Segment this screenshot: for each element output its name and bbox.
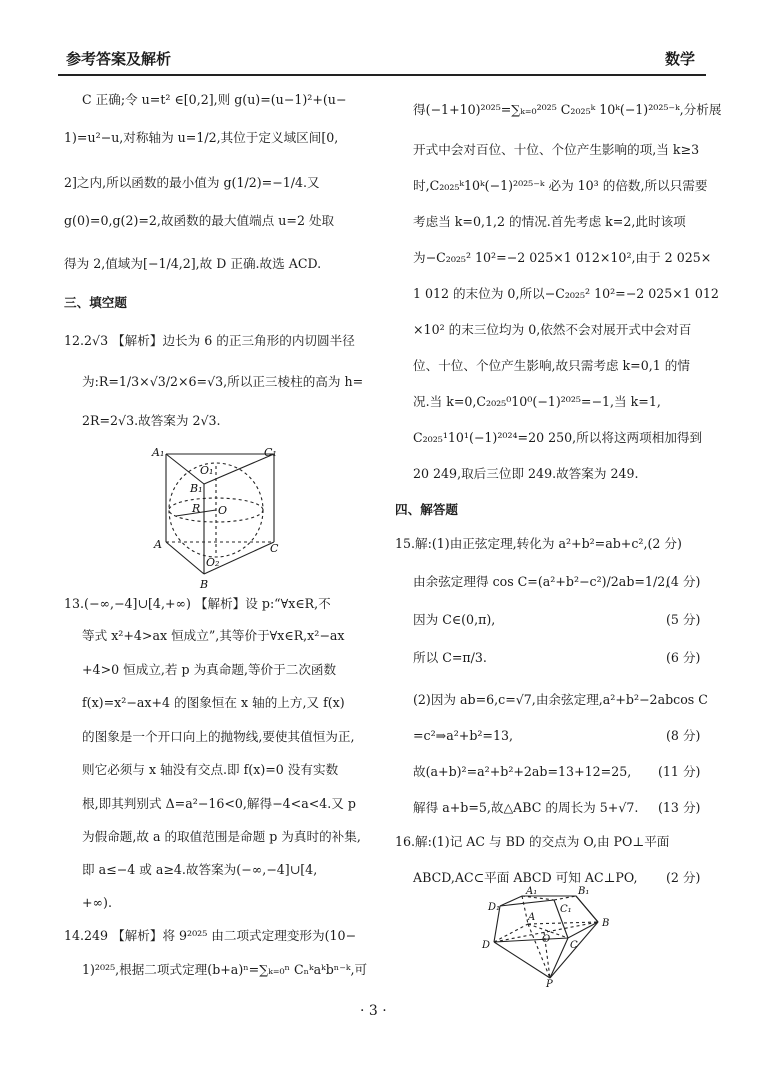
score-mark: (5 分)	[666, 612, 701, 627]
right-line: 开式中会对百位、十位、个位产生影响的项,当 k≥3	[413, 142, 700, 157]
prism-sphere-figure	[148, 444, 296, 592]
page-number: · 3 ·	[360, 1003, 387, 1019]
label-B: B	[602, 918, 610, 929]
label-A1: A₁	[526, 886, 538, 897]
right-line: 1 012 的末位为 0,所以−C₂₀₂₅² 10²=−2 025×1 012	[413, 286, 719, 301]
right-line: (2)因为 ab=6,c=√7,由余弦定理,a²+b²−2abcos C	[413, 692, 708, 707]
score-mark: (13 分)	[658, 800, 701, 815]
right-line: C₂₀₂₅¹10¹(−1)²⁰²⁴=20 250,所以将这两项相加得到	[413, 430, 703, 445]
right-line: 位、十位、个位产生影响,故只需考虑 k=0,1 的情	[413, 358, 690, 373]
left-line: 根,即其判别式 Δ=a²−16<0,解得−4<a<4.又 p	[82, 796, 356, 811]
polyhedron-figure	[478, 886, 628, 988]
label-B1: B₁	[190, 482, 203, 495]
right-line: 得(−1+10)²⁰²⁵=∑ₖ₌₀²⁰²⁵ C₂₀₂₅ᵏ 10ᵏ(−1)²⁰²⁵⁻ᵏ,分析展	[413, 102, 722, 117]
score-mark: (11 分)	[658, 764, 701, 779]
right-line: 故(a+b)²=a²+b²+2ab=13+12=25,	[413, 764, 632, 779]
left-line: C 正确;令 u=t² ∈[0,2],则 g(u)=(u−1)²+(u−	[82, 92, 347, 107]
label-B1: B₁	[578, 886, 590, 897]
score-mark: (8 分)	[666, 728, 701, 743]
right-line: ABCD,AC⊂平面 ABCD 可知 AC⊥PO,	[413, 870, 638, 885]
label-O: O	[542, 934, 551, 945]
score-mark: (2 分)	[666, 870, 701, 885]
right-line: 16.解:(1)记 AC 与 BD 的交点为 O,由 PO⊥平面	[395, 834, 670, 849]
left-line: 的图象是一个开口向上的抛物线,要使其值恒为正,	[82, 729, 355, 744]
left-line: 为假命题,故 a 的取值范围是命题 p 为真时的补集,	[82, 829, 361, 844]
label-C: C	[570, 940, 578, 951]
right-line: 由余弦定理得 cos C=(a²+b²−c²)/2ab=1/2,	[413, 574, 670, 589]
section-heading-answers: 四、解答题	[395, 502, 458, 517]
right-line: 所以 C=π/3.	[413, 650, 487, 665]
left-line: 则它必须与 x 轴没有交点.即 f(x)=0 没有实数	[82, 762, 339, 777]
label-C1: C₁	[560, 904, 572, 915]
left-line: 1)=u²−u,对称轴为 u=1/2,其位于定义域区间[0,	[64, 130, 339, 145]
label-O2: O₂	[206, 556, 220, 569]
right-line: 考虑当 k=0,1,2 的情况.首先考虑 k=2,此时该项	[413, 214, 686, 229]
label-O1: O₁	[200, 464, 214, 477]
left-line: 为:R=1/3×√3/2×6=√3,所以正三棱柱的高为 h=	[82, 374, 364, 389]
left-line: 即 a≤−4 或 a≥4.故答案为(−∞,−4]∪[4,	[82, 862, 318, 877]
left-line: 12.2√3 【解析】边长为 6 的正三角形的内切圆半径	[64, 333, 355, 348]
right-line: 解得 a+b=5,故△ABC 的周长为 5+√7.	[413, 800, 639, 815]
label-A1: A₁	[152, 446, 165, 459]
header-left-title: 参考答案及解析	[66, 50, 172, 68]
left-line: 等式 x²+4>ax 恒成立”,其等价于∀x∈R,x²−ax	[82, 628, 345, 643]
label-D1: D₁	[488, 902, 501, 913]
left-line: +∞).	[82, 895, 112, 910]
right-line: 况.当 k=0,C₂₀₂₅⁰10⁰(−1)²⁰²⁵=−1,当 k=1,	[413, 394, 661, 409]
right-line: 20 249,取后三位即 249.故答案为 249.	[413, 466, 639, 481]
left-line: +4>0 恒成立,若 p 为真命题,等价于二次函数	[82, 662, 337, 677]
label-C1: C₁	[264, 446, 277, 459]
left-line: g(0)=0,g(2)=2,故函数的最大值端点 u=2 处取	[64, 213, 335, 228]
left-line: 13.(−∞,−4]∪[4,+∞) 【解析】设 p:“∀x∈R,不	[64, 596, 331, 611]
section-heading-fill-in: 三、填空题	[64, 295, 127, 310]
score-mark: (4 分)	[666, 574, 701, 589]
label-A: A	[154, 538, 162, 551]
left-line: 得为 2,值域为[−1/4,2],故 D 正确.故选 ACD.	[64, 256, 322, 271]
right-line: 为−C₂₀₂₅² 10²=−2 025×1 012×10²,由于 2 025×	[413, 250, 712, 265]
left-line: 1)²⁰²⁵,根据二项式定理(b+a)ⁿ=∑ₖ₌₀ⁿ Cₙᵏaᵏbⁿ⁻ᵏ,可	[82, 962, 368, 977]
label-D: D	[482, 940, 491, 951]
left-line: 14.249 【解析】将 9²⁰²⁵ 由二项式定理变形为(10−	[64, 928, 357, 943]
right-line: 15.解:(1)由正弦定理,转化为 a²+b²=ab+c²,(2 分)	[395, 536, 682, 551]
label-P: P	[546, 979, 553, 988]
right-line: 因为 C∈(0,π),	[413, 612, 496, 627]
left-line: 2R=2√3.故答案为 2√3.	[82, 413, 221, 428]
left-line: 2]之内,所以函数的最小值为 g(1/2)=−1/4.又	[64, 175, 320, 190]
label-R: R	[192, 502, 201, 515]
label-B: B	[200, 578, 209, 591]
header-rule	[58, 74, 706, 76]
header-right-title: 数学	[665, 50, 696, 68]
right-line: 时,C₂₀₂₅ᵏ10ᵏ(−1)²⁰²⁵⁻ᵏ 必为 10³ 的倍数,所以只需要	[413, 178, 708, 193]
label-O: O	[218, 504, 228, 517]
right-line: =c²⇒a²+b²=13,	[413, 728, 514, 743]
left-line: f(x)=x²−ax+4 的图象恒在 x 轴的上方,又 f(x)	[82, 695, 345, 710]
label-A: A	[528, 912, 536, 923]
score-mark: (6 分)	[666, 650, 701, 665]
label-C: C	[270, 542, 279, 555]
right-line: ×10² 的末三位均为 0,依然不会对展开式中会对百	[413, 322, 692, 337]
